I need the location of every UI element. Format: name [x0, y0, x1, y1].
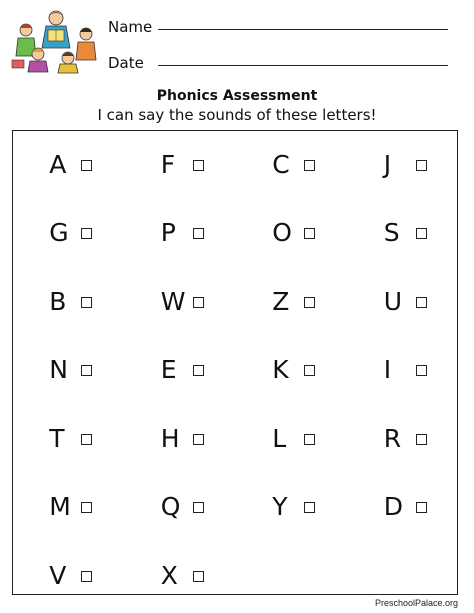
- letter-item: [12, 473, 124, 542]
- checkbox[interactable]: [416, 365, 427, 376]
- letter: O: [272, 218, 292, 248]
- letter: C: [272, 149, 290, 179]
- letters-grid: [12, 130, 458, 610]
- checkbox[interactable]: [304, 365, 315, 376]
- letter-item: [124, 336, 236, 405]
- checkbox[interactable]: [81, 434, 92, 445]
- letter-item: [124, 473, 236, 542]
- letter-item: [12, 336, 124, 405]
- letter: X: [160, 560, 178, 590]
- checkbox[interactable]: [304, 434, 315, 445]
- checkbox[interactable]: [193, 434, 204, 445]
- letter-item: [347, 404, 459, 473]
- children-reading-icon: [8, 8, 100, 74]
- checkbox[interactable]: [304, 502, 315, 513]
- letter-item: [235, 404, 347, 473]
- checkbox[interactable]: [193, 571, 204, 582]
- page-title: Phonics Assessment: [156, 88, 318, 104]
- letter-item: [124, 267, 236, 336]
- letter-item: [12, 199, 124, 268]
- checkbox[interactable]: [416, 228, 427, 239]
- checkbox[interactable]: [193, 297, 204, 308]
- letter: Q: [160, 492, 181, 522]
- checkbox[interactable]: [193, 228, 204, 239]
- checkbox[interactable]: [416, 434, 427, 445]
- letter-item: [12, 404, 124, 473]
- checkbox[interactable]: [81, 297, 92, 308]
- letter: T: [49, 423, 65, 453]
- letter: K: [272, 355, 289, 385]
- checkbox[interactable]: [193, 502, 204, 513]
- checkbox[interactable]: [193, 365, 204, 376]
- letter: Z: [272, 286, 290, 316]
- letter-item: [12, 130, 124, 199]
- letter: I: [383, 355, 392, 385]
- letter-item: [124, 130, 236, 199]
- letter-item: [124, 404, 236, 473]
- checkbox[interactable]: [416, 297, 427, 308]
- checkbox[interactable]: [81, 502, 92, 513]
- letter: H: [160, 423, 180, 453]
- letter: E: [160, 355, 177, 385]
- letter: A: [49, 149, 67, 179]
- letter-item: [347, 336, 459, 405]
- letter: R: [383, 423, 402, 453]
- letter-item: [124, 541, 236, 610]
- letter: V: [49, 560, 67, 590]
- letter: M: [49, 492, 71, 522]
- letter-item: [235, 199, 347, 268]
- letter-item: [124, 199, 236, 268]
- letter: L: [272, 423, 287, 453]
- page-subtitle: I can say the sounds of these letters!: [97, 106, 377, 124]
- letter: P: [160, 218, 176, 248]
- checkbox[interactable]: [81, 160, 92, 171]
- letter-item: [347, 267, 459, 336]
- letter-item: [235, 267, 347, 336]
- checkbox[interactable]: [416, 160, 427, 171]
- checkbox[interactable]: [81, 571, 92, 582]
- checkbox[interactable]: [81, 228, 92, 239]
- checkbox[interactable]: [416, 502, 427, 513]
- checkbox[interactable]: [304, 297, 315, 308]
- date-label: Date: [108, 54, 144, 72]
- name-write-line[interactable]: [158, 28, 448, 30]
- letter-item: [12, 267, 124, 336]
- letter: G: [49, 218, 69, 248]
- letter-item: [235, 130, 347, 199]
- footer-credit: PreschoolPalace.org: [374, 598, 458, 608]
- letter: J: [383, 149, 392, 179]
- letter: N: [49, 355, 68, 385]
- letter-item: [12, 541, 124, 610]
- date-field-row: [108, 50, 448, 72]
- letter: F: [160, 149, 176, 179]
- letter: S: [383, 218, 400, 248]
- letter-item: [347, 199, 459, 268]
- letter: Y: [272, 492, 288, 522]
- checkbox[interactable]: [193, 160, 204, 171]
- letter-item: [235, 473, 347, 542]
- checkbox[interactable]: [81, 365, 92, 376]
- name-field-row: [108, 14, 448, 36]
- letter: U: [383, 286, 403, 316]
- name-label: Name: [108, 18, 153, 36]
- checkbox[interactable]: [304, 160, 315, 171]
- letter: B: [49, 286, 67, 316]
- date-write-line[interactable]: [158, 64, 448, 66]
- letter: D: [383, 492, 404, 522]
- letter-item: [347, 130, 459, 199]
- checkbox[interactable]: [304, 228, 315, 239]
- letter-item: [235, 336, 347, 405]
- children-reading-illustration: [8, 8, 100, 74]
- letter: W: [160, 286, 186, 316]
- letter-item: [347, 473, 459, 542]
